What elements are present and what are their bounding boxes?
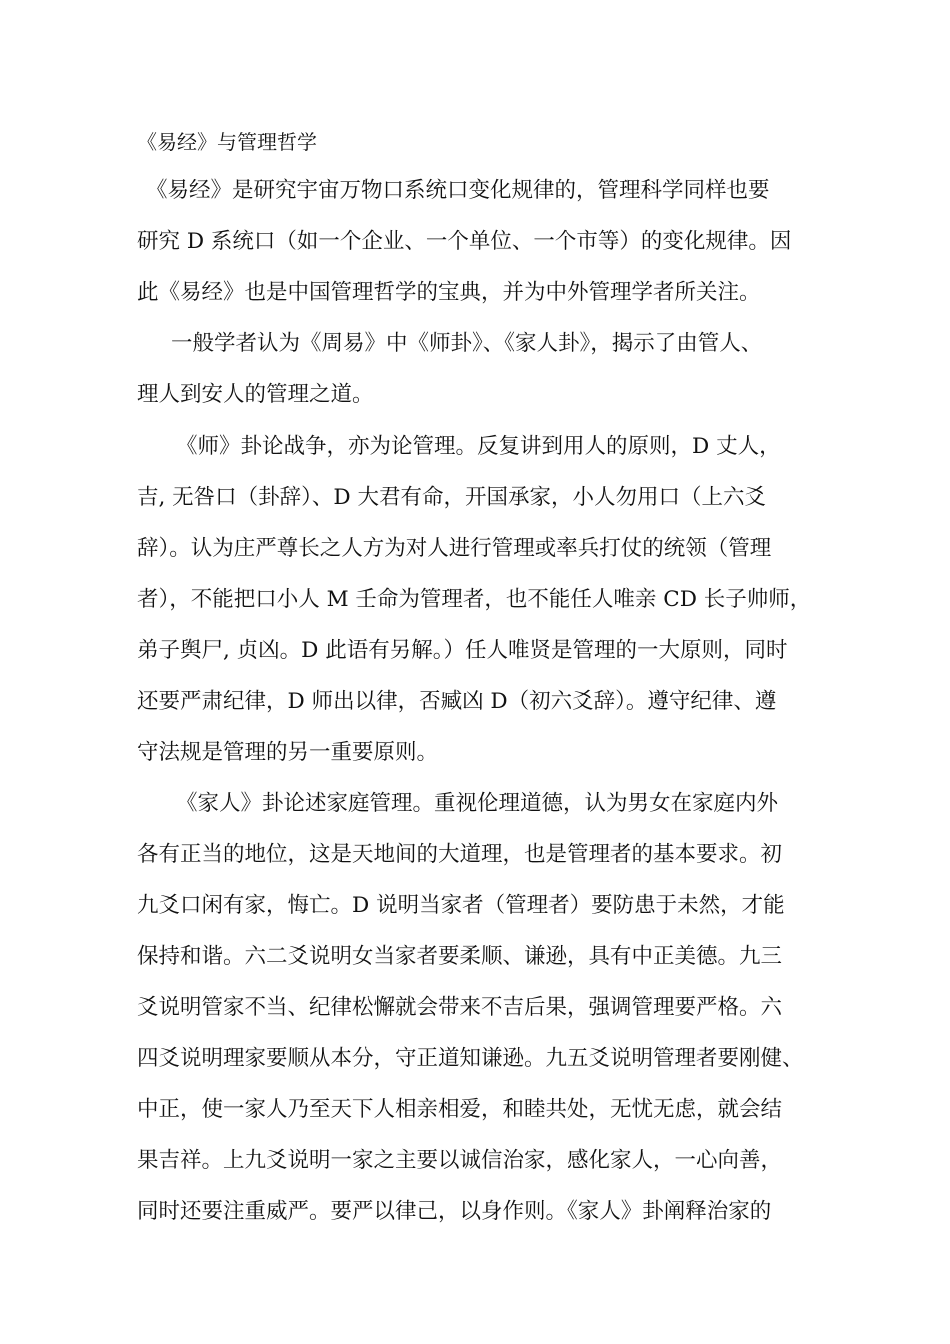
paragraph-3-line-4: 者），不能把口小人 M 壬命为管理者，也不能任人唯亲 CD 长子帅师， — [137, 587, 812, 612]
paragraph-1-line-2: 研究 D 系统口（如一个企业、一个单位、一个市等）的变化规律。因 — [137, 229, 792, 254]
paragraph-3-line-3: 辞）。认为庄严尊长之人方为对人进行管理或率兵打仗的统领（管理 — [137, 536, 772, 561]
paragraph-4-line-3: 九爻口闲有家，悔亡。D 说明当家者（管理者）要防患于未然，才能 — [137, 893, 785, 918]
document-title: 《易经》与管理哲学 — [137, 130, 317, 154]
paragraph-3-line-6: 还要严肃纪律，D 师出以律，否臧凶 D（初六爻辞）。遵守纪律、遵 — [137, 689, 777, 714]
paragraph-2-line-2: 理人到安人的管理之道。 — [137, 382, 374, 407]
paragraph-2-line-1: 一般学者认为《周易》中《师卦》、《家人卦》，揭示了由管人、 — [171, 331, 763, 356]
paragraph-4-line-1: 《家人》卦论述家庭管理。重视伦理道德，认为男女在家庭内外 — [176, 791, 779, 816]
paragraph-4-line-8: 果吉祥。上九爻说明一家之主要以诚信治家，感化家人，一心向善， — [137, 1148, 783, 1173]
paragraph-1-line-1: 《易经》是研究宇宙万物口系统口变化规律的，管理科学同样也要 — [146, 178, 770, 203]
paragraph-4-line-6: 四爻说明理家要顺从本分，守正道知谦逊。九五爻说明管理者要刚健、 — [137, 1046, 804, 1071]
paragraph-3-line-7: 守法规是管理的另一重要原则。 — [137, 740, 439, 765]
paragraph-4-line-5: 爻说明管家不当、纪律松懈就会带来不吉后果，强调管理要严格。六 — [137, 995, 783, 1020]
paragraph-4-line-9: 同时还要注重威严。要严以律己，以身作则。《家人》卦阐释治家的 — [137, 1199, 772, 1224]
paragraph-4-line-7: 中正，使一家人乃至天下人相亲相爱，和睦共处，无忧无虑，就会结 — [137, 1097, 783, 1122]
paragraph-3-line-2: 吉, 无咎口（卦辞）、D 大君有命，开国承家，小人勿用口（上六爻 — [137, 485, 766, 510]
paragraph-3-line-5: 弟子舆尸, 贞凶。D 此语有另解。）任人唯贤是管理的一大原则，同时 — [137, 638, 788, 663]
paragraph-1-line-3: 此《易经》也是中国管理哲学的宝典，并为中外管理学者所关注。 — [137, 280, 761, 305]
paragraph-4-line-4: 保持和谐。六二爻说明女当家者要柔顺、谦逊，具有中正美德。九三 — [137, 944, 783, 969]
paragraph-3-line-1: 《师》卦论战争，亦为论管理。反复讲到用人的原则，D 丈人， — [176, 434, 781, 459]
paragraph-4-line-2: 各有正当的地位，这是天地间的大道理，也是管理者的基本要求。初 — [137, 842, 783, 867]
